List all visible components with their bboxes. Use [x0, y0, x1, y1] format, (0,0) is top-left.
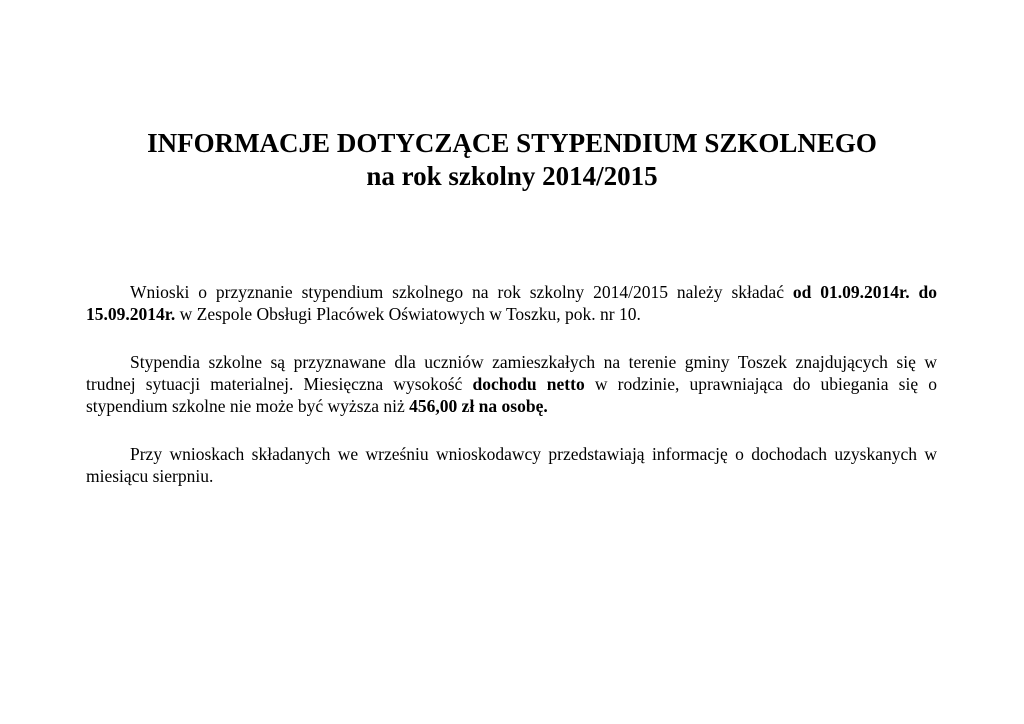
paragraph-1-text-a: Wnioski o przyznanie stypendium szkolnego na rok szkolny 2014/2015 należy składać [130, 282, 793, 302]
title-line-2: na rok szkolny 2014/2015 [366, 161, 658, 191]
income-limit: 456,00 zł na osobę. [409, 396, 548, 416]
title-line-1: INFORMACJE DOTYCZĄCE STYPENDIUM SZKOLNEGO [147, 128, 877, 158]
paragraph-2-text-b: w rodzinie, uprawniająca do ubiegania się o stypendium szkolne nie może być wyższa niż [86, 374, 938, 416]
application-period: od 01.09.2014r. do 15.09.2014r. [86, 282, 937, 324]
paragraph-1-text-b: w Zespole Obsługi Placówek Oświatowych w Toszku, pok. nr 10. [175, 304, 641, 324]
paragraph-eligibility [86, 351, 937, 417]
paragraph-2-text-a: Stypendia szkolne są przyznawane dla uczniów zamieszkałych na terenie gminy Toszek znajdujących się w trudnej sytuacji materialnej. Miesięczna wysokość [86, 352, 937, 394]
document-title [0, 127, 1024, 193]
paragraph-september-applications [86, 443, 937, 487]
net-income-term: dochodu netto [472, 374, 585, 394]
paragraph-application-dates [86, 281, 937, 325]
document-body [86, 281, 937, 513]
paragraph-3-text-a: Przy wnioskach składanych we wrześniu wnioskodawcy przedstawiają informację o dochodach uzyskanych w miesiącu sierpniu. [86, 444, 937, 486]
